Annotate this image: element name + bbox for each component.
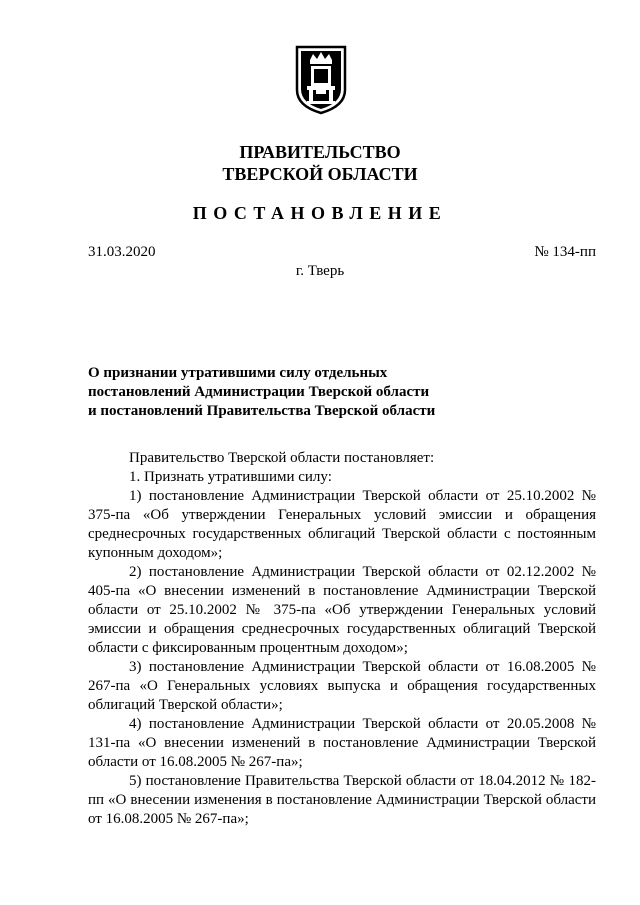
- list-item: 1) постановление Администрации Тверской области от 25.10.2002 № 375-па «Об утверждении Генеральных условий эмиссии и обращения среднесрочных государственных облигаций Тверской области с постоянным купонным доходом»;: [88, 488, 596, 561]
- document-body: [88, 449, 596, 829]
- clause-1: 1. Признать утратившими силу:: [129, 469, 332, 485]
- government-title-line1: ПРАВИТЕЛЬСТВО: [239, 142, 401, 162]
- list-item: 2) постановление Администрации Тверской области от 02.12.2002 № 405-па «О внесении изменений в постановление Администрации Тверской области от 25.10.2002 № 375-па «Об утверждении Генеральных условий эмиссии и обращения среднесрочных государственных облигаций Тверской области с фиксированным процентным доходом»;: [88, 564, 596, 656]
- government-title-line2: ТВЕРСКОЙ ОБЛАСТИ: [222, 164, 418, 184]
- subject-line: и постановлений Правительства Тверской области: [88, 403, 436, 419]
- list-item: 3) постановление Администрации Тверской области от 16.08.2005 № 267-па «О Генеральных условиях выпуска и обращения государственных облигаций Тверской области»;: [88, 659, 596, 713]
- document-number: № 134-пп: [534, 244, 596, 260]
- intro-paragraph: Правительство Тверской области постановляет:: [129, 450, 435, 466]
- coat-of-arms-icon: [294, 44, 348, 116]
- document-subject: [88, 364, 435, 421]
- document-date: 31.03.2020: [88, 244, 156, 260]
- document-type: ПОСТАНОВЛЕНИЕ: [192, 203, 448, 223]
- list-item: 5) постановление Правительства Тверской области от 18.04.2012 № 182-пп «О внесении изменения в постановление Администрации Тверской области от 16.08.2005 № 267-па»;: [88, 773, 596, 827]
- document-city: г. Тверь: [295, 263, 345, 279]
- list-item: 4) постановление Администрации Тверской области от 20.05.2008 № 131-па «О внесении изменений в постановление Администрации Тверской области от 16.08.2005 № 267-па»;: [88, 716, 596, 770]
- government-title: [0, 141, 640, 185]
- subject-line: постановлений Администрации Тверской области: [88, 384, 430, 400]
- subject-line: О признании утратившими силу отдельных: [88, 365, 388, 381]
